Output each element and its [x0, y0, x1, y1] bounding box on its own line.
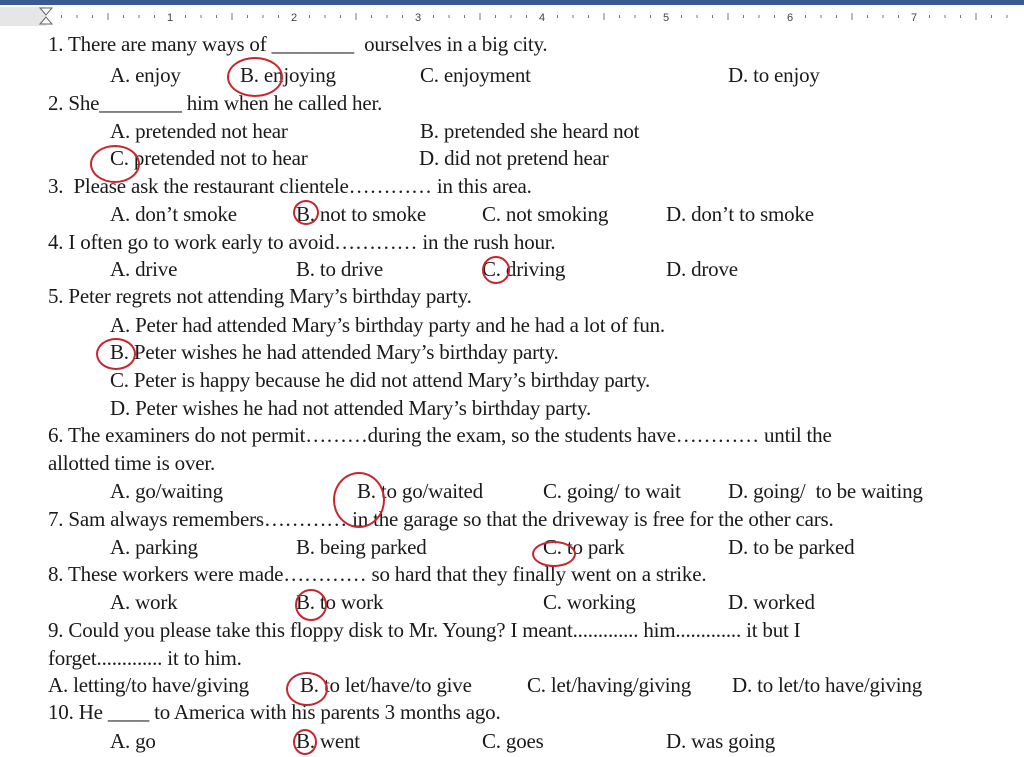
question-3-stem: 3. Please ask the restaurant clientele………… in this area.: [48, 174, 532, 198]
document-page[interactable]: [0, 32, 1024, 757]
question-7-stem: 7. Sam always remembers………… in the garage so that the driveway is free for the other cars.: [48, 507, 834, 531]
question-3-option-d: D. don’t to smoke: [666, 202, 814, 226]
question-8-option-c: C. working: [543, 590, 636, 614]
question-9-option-b: B. to let/have/to give: [300, 673, 472, 697]
question-5-option-b: B. Peter wishes he had attended Mary’s birthday party.: [110, 340, 559, 364]
ruler-number: 3: [414, 12, 422, 24]
question-5-option-a: A. Peter had attended Mary’s birthday party and he had a lot of fun.: [110, 313, 665, 337]
ruler-number: 2: [290, 12, 298, 24]
question-9-option-c: C. let/having/giving: [527, 673, 691, 697]
question-10-option-c: C. goes: [482, 729, 544, 753]
question-2-option-d: D. did not pretend hear: [419, 146, 609, 170]
question-4-stem: 4. I often go to work early to avoid………… in the rush hour.: [48, 230, 556, 254]
ruler-number: 6: [786, 12, 794, 24]
question-2-stem: 2. She________ him when he called her.: [48, 91, 383, 115]
question-2-option-a: A. pretended not hear: [110, 119, 288, 143]
spelling-squiggle: [350, 146, 416, 171]
question-1-option-d: D. to enjoy: [728, 63, 820, 87]
ruler-number: 1: [166, 12, 174, 24]
question-7-option-c: C. to park: [543, 535, 625, 559]
question-1-stem: 1. There are many ways of ________ ourselves in a big city.: [48, 32, 548, 56]
question-4-option-b: B. to drive: [296, 257, 384, 281]
question-4-option-d: D. drove: [666, 257, 738, 281]
horizontal-ruler[interactable]: [0, 0, 1024, 32]
question-3-option-b: B. not to smoke: [296, 202, 427, 226]
ruler-number: 7: [910, 12, 918, 24]
question-8-option-b: B. to work: [296, 590, 384, 614]
question-9-option-d: D. to let/to have/giving: [732, 673, 923, 697]
question-6-option-b: B. to go/waited: [357, 479, 483, 503]
question-3-option-c: C. not smoking: [482, 202, 609, 226]
question-2-option-b: B. pretended she heard not: [420, 119, 640, 143]
question-2-option-c: C. pretended not to hear: [110, 146, 308, 170]
question-4-option-c: C. driving: [482, 257, 566, 281]
question-1-option-a: A. enjoy: [110, 63, 181, 87]
question-5-option-c: C. Peter is happy because he did not attend Mary’s birthday party.: [110, 368, 651, 392]
ruler-number: 5: [662, 12, 670, 24]
question-9-option-a: A. letting/to have/giving: [48, 673, 249, 697]
question-4-option-a: A. drive: [110, 257, 178, 281]
question-9-stem-cont: forget............. it to him.: [48, 646, 242, 670]
question-7-option-d: D. to be parked: [728, 535, 855, 559]
ruler-ticks: [0, 7, 1024, 26]
question-6-option-d: D. going/ to be waiting: [728, 479, 923, 503]
indent-marker-icon[interactable]: [40, 8, 52, 24]
question-6-stem: 6. The examiners do not permit………during the exam, so the students have………… until the: [48, 423, 832, 447]
question-8-stem: 8. These workers were made………… so hard that they finally went on a strike.: [48, 562, 707, 586]
question-8-option-a: A. work: [110, 590, 178, 614]
question-6-stem-cont: allotted time is over.: [48, 451, 216, 475]
question-10-stem: 10. He ____ to America with his parents 3 months ago.: [48, 700, 501, 724]
question-9-stem: 9. Could you please take this floppy disk to Mr. Young? I meant............. him............. it but I: [48, 618, 801, 642]
question-5-option-d: D. Peter wishes he had not attended Mary’s birthday party.: [110, 396, 591, 420]
question-6-option-c: C. going/ to wait: [543, 479, 681, 503]
question-5-stem: 5. Peter regrets not attending Mary’s birthday party.: [48, 284, 472, 308]
ruler-number: 4: [538, 12, 546, 24]
question-10-option-a: A. go: [110, 729, 156, 753]
question-10-option-b: B. went: [296, 729, 360, 753]
question-1-option-b: B. enjoying: [240, 63, 336, 87]
question-7-option-a: A. parking: [110, 535, 198, 559]
question-8-option-d: D. worked: [728, 590, 815, 614]
question-3-option-a: A. don’t smoke: [110, 202, 237, 226]
question-1-option-c: C. enjoyment: [420, 63, 531, 87]
question-10-option-d: D. was going: [666, 729, 776, 753]
ribbon-edge: [0, 0, 1024, 5]
question-7-option-b: B. being parked: [296, 535, 427, 559]
question-6-option-a: A. go/waiting: [110, 479, 223, 503]
